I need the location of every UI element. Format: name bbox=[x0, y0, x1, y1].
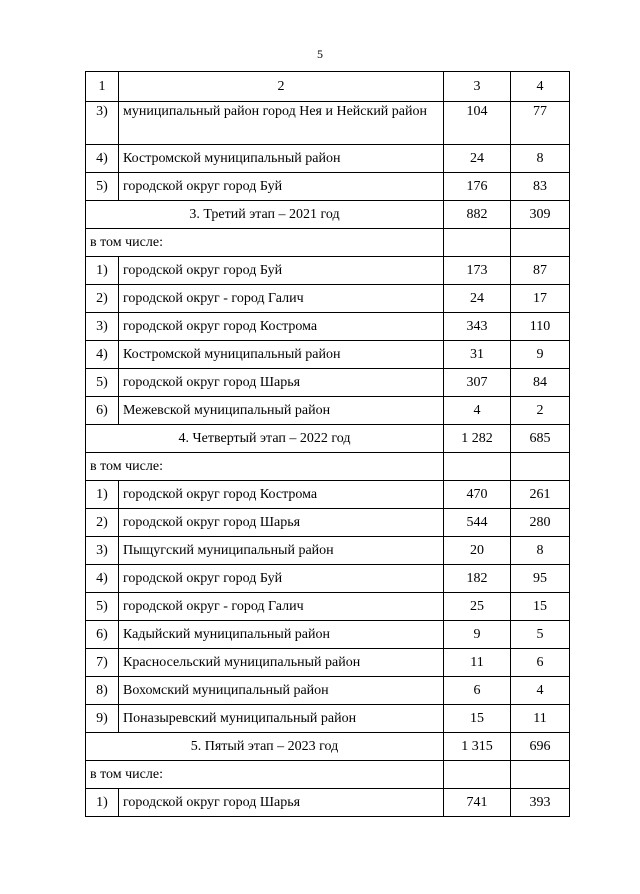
row-number: 4) bbox=[86, 145, 119, 173]
row-value-4: 83 bbox=[511, 173, 570, 201]
row-value-3: 176 bbox=[444, 173, 511, 201]
row-value-4: 110 bbox=[511, 313, 570, 341]
stage-title: 5. Пятый этап – 2023 год bbox=[86, 733, 444, 761]
row-value-4: 87 bbox=[511, 257, 570, 285]
table-header-row bbox=[86, 72, 570, 102]
row-name: городской округ город Шарья bbox=[119, 369, 444, 397]
empty-cell bbox=[511, 229, 570, 257]
subheading-row bbox=[86, 453, 570, 481]
stage-value-3: 1 282 bbox=[444, 425, 511, 453]
stage-value-3: 882 bbox=[444, 201, 511, 229]
stage-total-row bbox=[86, 201, 570, 229]
subheading-label: в том числе: bbox=[86, 761, 444, 789]
row-number: 2) bbox=[86, 509, 119, 537]
stage-title: 3. Третий этап – 2021 год bbox=[86, 201, 444, 229]
row-name: городской округ город Шарья bbox=[119, 509, 444, 537]
row-value-4: 8 bbox=[511, 145, 570, 173]
row-value-4: 15 bbox=[511, 593, 570, 621]
row-number: 3) bbox=[86, 537, 119, 565]
row-number: 1) bbox=[86, 257, 119, 285]
table-row bbox=[86, 593, 570, 621]
row-name: городской округ город Буй bbox=[119, 565, 444, 593]
row-number: 4) bbox=[86, 565, 119, 593]
stage-value-3: 1 315 bbox=[444, 733, 511, 761]
stage-value-4: 696 bbox=[511, 733, 570, 761]
program-stages-table bbox=[85, 71, 570, 817]
row-number: 1) bbox=[86, 481, 119, 509]
table-row bbox=[86, 565, 570, 593]
table-row bbox=[86, 397, 570, 425]
row-value-4: 84 bbox=[511, 369, 570, 397]
row-number: 6) bbox=[86, 397, 119, 425]
row-value-4: 8 bbox=[511, 537, 570, 565]
row-number: 3) bbox=[86, 102, 119, 145]
subheading-row bbox=[86, 229, 570, 257]
row-name: городской округ город Буй bbox=[119, 173, 444, 201]
row-value-3: 741 bbox=[444, 789, 511, 817]
row-number: 1) bbox=[86, 789, 119, 817]
row-value-3: 15 bbox=[444, 705, 511, 733]
table-row bbox=[86, 369, 570, 397]
row-name: Красносельский муниципальный район bbox=[119, 649, 444, 677]
subheading-row bbox=[86, 761, 570, 789]
stage-total-row bbox=[86, 733, 570, 761]
row-name: Костромской муниципальный район bbox=[119, 145, 444, 173]
row-name: муниципальный район город Нея и Нейский район bbox=[119, 102, 444, 145]
row-value-3: 470 bbox=[444, 481, 511, 509]
row-number: 9) bbox=[86, 705, 119, 733]
row-name: Кадыйский муниципальный район bbox=[119, 621, 444, 649]
row-value-4: 11 bbox=[511, 705, 570, 733]
table-row bbox=[86, 789, 570, 817]
column-header-3: 3 bbox=[444, 72, 511, 102]
column-header-2: 2 bbox=[119, 72, 444, 102]
row-value-3: 6 bbox=[444, 677, 511, 705]
row-number: 6) bbox=[86, 621, 119, 649]
row-number: 2) bbox=[86, 285, 119, 313]
row-number: 8) bbox=[86, 677, 119, 705]
row-value-3: 24 bbox=[444, 285, 511, 313]
empty-cell bbox=[511, 453, 570, 481]
table-row bbox=[86, 257, 570, 285]
row-value-3: 544 bbox=[444, 509, 511, 537]
stage-value-4: 685 bbox=[511, 425, 570, 453]
row-number: 4) bbox=[86, 341, 119, 369]
row-number: 3) bbox=[86, 313, 119, 341]
row-name: городской округ город Кострома bbox=[119, 313, 444, 341]
stage-total-row bbox=[86, 425, 570, 453]
column-header-4: 4 bbox=[511, 72, 570, 102]
row-number: 5) bbox=[86, 369, 119, 397]
table-row bbox=[86, 677, 570, 705]
row-name: городской округ - город Галич bbox=[119, 285, 444, 313]
row-value-3: 20 bbox=[444, 537, 511, 565]
row-value-3: 4 bbox=[444, 397, 511, 425]
row-name: Костромской муниципальный район bbox=[119, 341, 444, 369]
row-name: Межевской муниципальный район bbox=[119, 397, 444, 425]
table-row bbox=[86, 102, 570, 145]
row-value-4: 2 bbox=[511, 397, 570, 425]
row-name: Вохомский муниципальный район bbox=[119, 677, 444, 705]
table-row bbox=[86, 313, 570, 341]
table-row bbox=[86, 509, 570, 537]
row-value-4: 17 bbox=[511, 285, 570, 313]
stage-title: 4. Четвертый этап – 2022 год bbox=[86, 425, 444, 453]
table-row bbox=[86, 621, 570, 649]
subheading-label: в том числе: bbox=[86, 453, 444, 481]
table-row bbox=[86, 173, 570, 201]
row-value-3: 24 bbox=[444, 145, 511, 173]
table-row bbox=[86, 705, 570, 733]
row-value-3: 25 bbox=[444, 593, 511, 621]
page-number: 5 bbox=[317, 47, 323, 61]
row-name: городской округ город Буй bbox=[119, 257, 444, 285]
row-value-4: 280 bbox=[511, 509, 570, 537]
row-value-4: 77 bbox=[511, 102, 570, 145]
row-value-4: 95 bbox=[511, 565, 570, 593]
row-value-3: 9 bbox=[444, 621, 511, 649]
table-row bbox=[86, 537, 570, 565]
empty-cell bbox=[444, 761, 511, 789]
table-row bbox=[86, 285, 570, 313]
row-value-4: 4 bbox=[511, 677, 570, 705]
row-number: 7) bbox=[86, 649, 119, 677]
row-value-3: 307 bbox=[444, 369, 511, 397]
table-body bbox=[86, 72, 570, 817]
row-name: городской округ город Шарья bbox=[119, 789, 444, 817]
empty-cell bbox=[511, 761, 570, 789]
table-row bbox=[86, 481, 570, 509]
column-header-1: 1 bbox=[86, 72, 119, 102]
table-row bbox=[86, 145, 570, 173]
empty-cell bbox=[444, 453, 511, 481]
row-value-3: 31 bbox=[444, 341, 511, 369]
row-value-3: 343 bbox=[444, 313, 511, 341]
row-value-3: 104 bbox=[444, 102, 511, 145]
subheading-label: в том числе: bbox=[86, 229, 444, 257]
stage-value-4: 309 bbox=[511, 201, 570, 229]
row-value-4: 6 bbox=[511, 649, 570, 677]
row-value-4: 393 bbox=[511, 789, 570, 817]
table-row bbox=[86, 341, 570, 369]
row-number: 5) bbox=[86, 173, 119, 201]
row-value-4: 5 bbox=[511, 621, 570, 649]
row-name: городской округ город Кострома bbox=[119, 481, 444, 509]
row-value-4: 9 bbox=[511, 341, 570, 369]
empty-cell bbox=[444, 229, 511, 257]
row-value-3: 173 bbox=[444, 257, 511, 285]
row-value-3: 11 bbox=[444, 649, 511, 677]
row-value-4: 261 bbox=[511, 481, 570, 509]
table-row bbox=[86, 649, 570, 677]
row-number: 5) bbox=[86, 593, 119, 621]
row-name: Пыщугский муниципальный район bbox=[119, 537, 444, 565]
row-name: Поназыревский муниципальный район bbox=[119, 705, 444, 733]
row-value-3: 182 bbox=[444, 565, 511, 593]
row-name: городской округ - город Галич bbox=[119, 593, 444, 621]
